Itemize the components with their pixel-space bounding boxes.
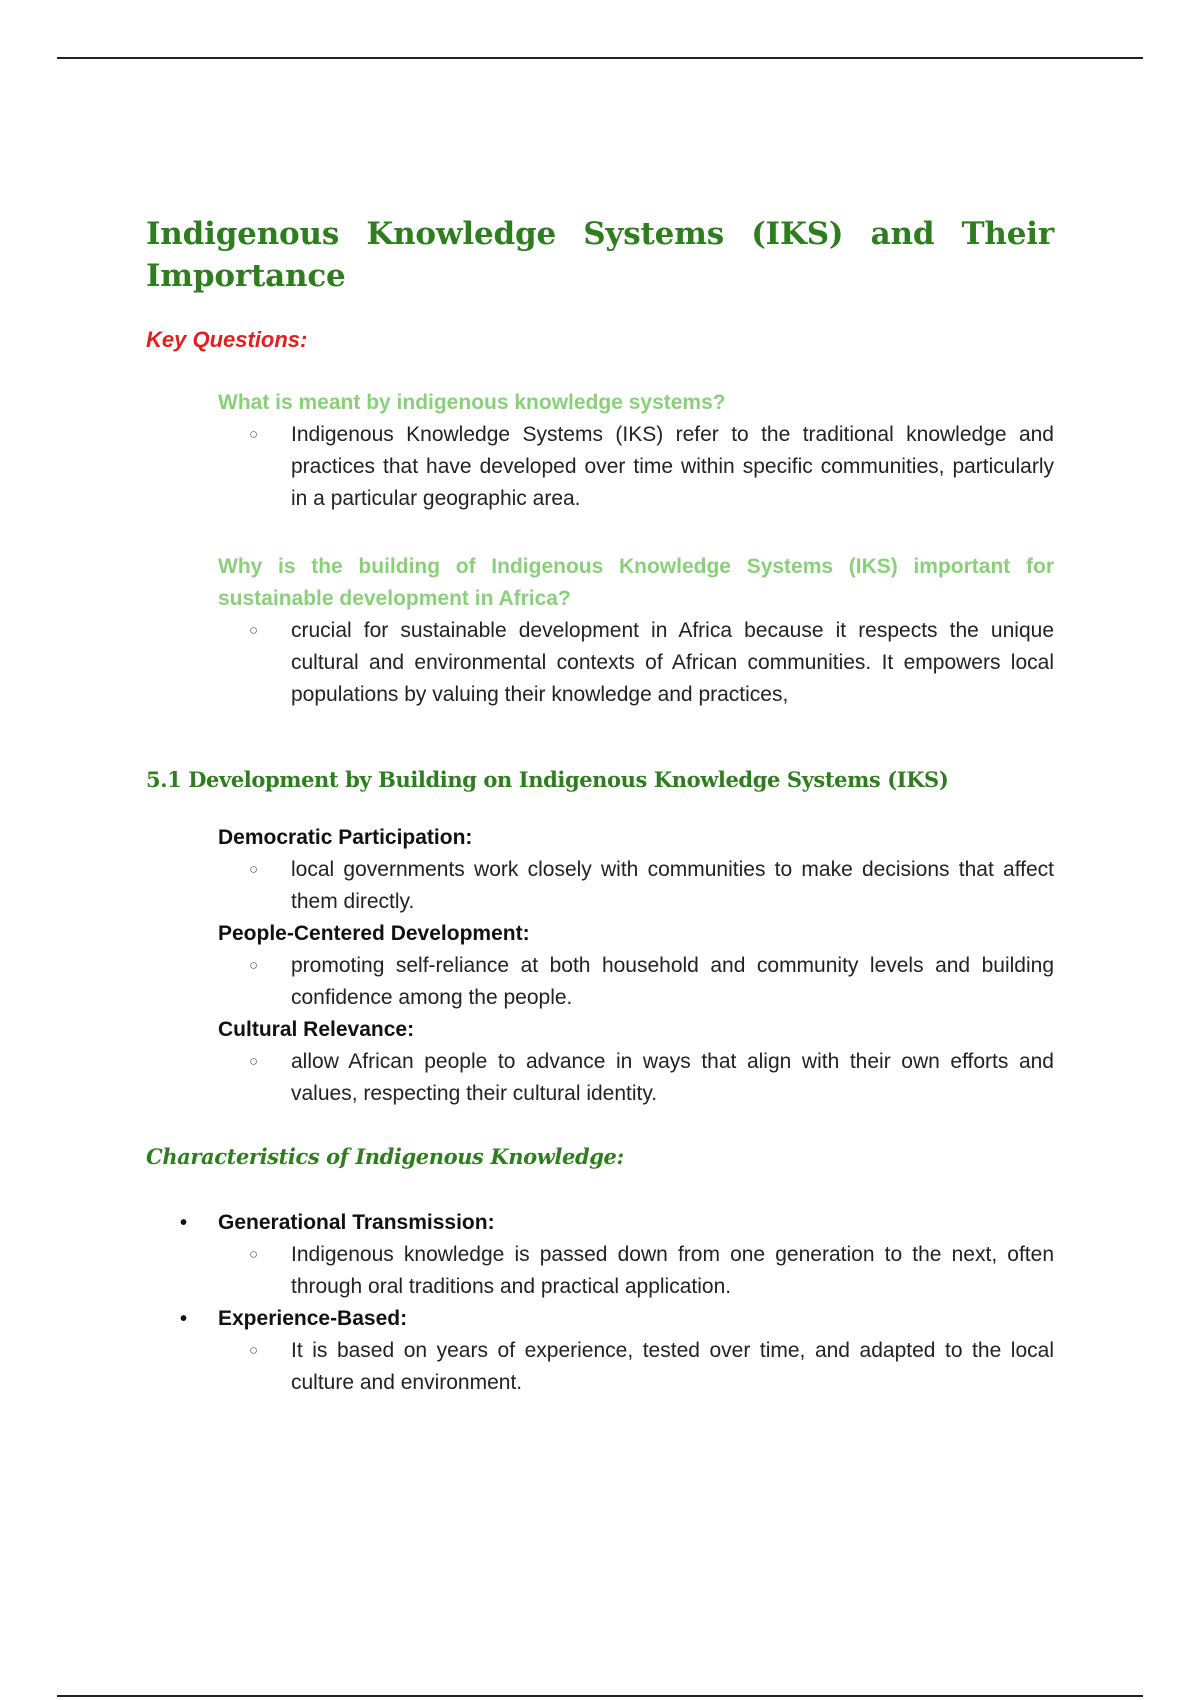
- development-detail-2-text: promoting self-reliance at both household and community levels and building confidence among the people.: [291, 954, 1054, 1009]
- question-1: What is meant by indigenous knowledge systems?: [218, 391, 726, 414]
- development-detail-3: [249, 1046, 1054, 1110]
- development-term-1: Democratic Participation:: [218, 826, 473, 849]
- characteristic-detail-1-text: Indigenous knowledge is passed down from one generation to the next, often through oral traditions and practical application.: [291, 1243, 1054, 1298]
- document-body: [146, 213, 1054, 1399]
- answer-2-text: crucial for sustainable development in Africa because it respects the unique cultural and environmental contexts of African communities. It empowers local populations by valuing their knowledge and practices,: [291, 619, 1054, 706]
- characteristic-detail-1: [249, 1239, 1054, 1303]
- development-detail-2: [249, 950, 1054, 1014]
- characteristic-term-2-text: Experience-Based:: [218, 1307, 408, 1330]
- hollow-circle-bullet-icon: ○: [249, 957, 259, 974]
- question-2: Why is the building of Indigenous Knowledge Systems (IKS) important for sustainable development in Africa?: [218, 555, 1054, 610]
- hollow-circle-bullet-icon: ○: [249, 426, 259, 443]
- top-rule: [57, 57, 1143, 59]
- characteristic-term-1: [180, 1207, 1054, 1239]
- development-detail-1-text: local governments work closely with communities to make decisions that affect them directly.: [291, 858, 1054, 913]
- hollow-circle-bullet-icon: ○: [249, 1246, 259, 1263]
- characteristic-detail-2: [249, 1335, 1054, 1399]
- hollow-circle-bullet-icon: ○: [249, 1342, 259, 1359]
- characteristic-term-1-text: Generational Transmission:: [218, 1211, 495, 1234]
- filled-dot-bullet-icon: •: [180, 1308, 188, 1330]
- characteristic-term-2: [180, 1303, 1054, 1335]
- answer-2: [249, 615, 1054, 711]
- development-detail-3-text: allow African people to advance in ways that align with their own efforts and values, respecting their cultural identity.: [291, 1050, 1054, 1105]
- development-term-2: People-Centered Development:: [218, 922, 530, 945]
- bottom-rule: [57, 1695, 1143, 1697]
- answer-1-text: Indigenous Knowledge Systems (IKS) refer to the traditional knowledge and practices that have developed over time within specific communities, particularly in a particular geographic area.: [291, 423, 1054, 510]
- hollow-circle-bullet-icon: ○: [249, 622, 259, 639]
- characteristics-heading: Characteristics of Indigenous Knowledge:: [146, 1144, 624, 1169]
- filled-dot-bullet-icon: •: [180, 1212, 188, 1234]
- answer-1: [249, 419, 1054, 515]
- hollow-circle-bullet-icon: ○: [249, 861, 259, 878]
- hollow-circle-bullet-icon: ○: [249, 1053, 259, 1070]
- characteristic-detail-2-text: It is based on years of experience, tested over time, and adapted to the local culture and environment.: [291, 1339, 1054, 1394]
- page-title: Indigenous Knowledge Systems (IKS) and Their Importance: [146, 216, 1054, 294]
- development-detail-1: [249, 854, 1054, 918]
- key-questions-label: Key Questions:: [146, 327, 308, 352]
- section-heading: 5.1 Development by Building on Indigenous Knowledge Systems (IKS): [146, 767, 949, 792]
- development-term-3: Cultural Relevance:: [218, 1018, 415, 1041]
